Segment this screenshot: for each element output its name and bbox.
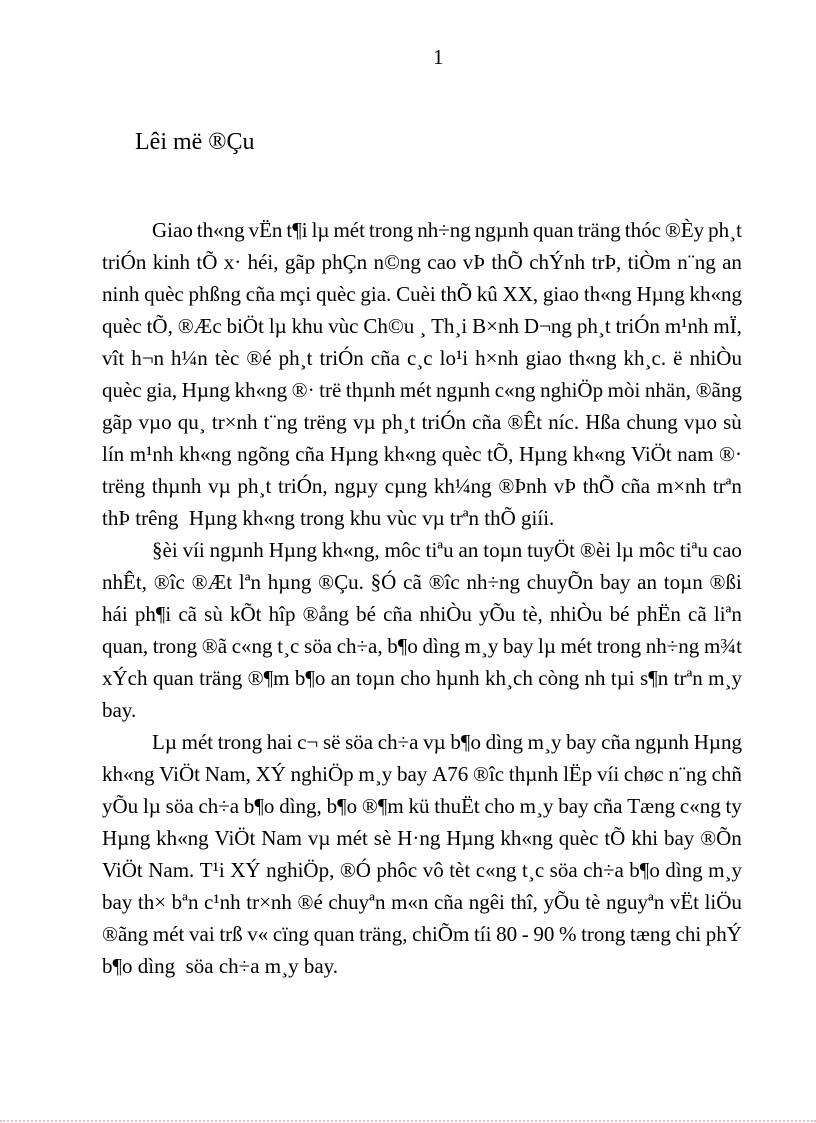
text-line: ninh quèc phßng cña mçi quèc gia. Cuèi thÕ kû XX, giao th«ng Hµng kh«ng <box>102 282 742 306</box>
text-line: bay th× bªn c¹nh tr×nh ®é chuyªn m«n cña ngêi thî, yÕu tè nguyªn vËt liÖu <box>102 890 742 914</box>
text-line: vît h¬n h¼n tèc ®é ph¸t triÓn cña c¸c lo¹i h×nh giao th«ng kh¸c. ë nhiÒu <box>102 346 742 370</box>
text-line: b¶o dìng söa ch÷a m¸y bay. <box>102 954 339 978</box>
text-line: ViÖt Nam. T¹i XÝ nghiÖp, ®Ó phôc vô tèt c«ng t¸c söa ch÷a b¶o dìng m¸y <box>102 858 742 882</box>
text-line: kh«ng ViÖt Nam, XÝ nghiÖp m¸y bay A76 ®îc thµnh lËp víi chøc n¨ng chñ <box>102 762 742 786</box>
text-line: §èi víi ngµnh Hµng kh«ng, môc tiªu an toµn tuyÖt ®èi lµ môc tiªu cao <box>152 538 742 562</box>
text-line: triÓn kinh tÕ x· héi, gãp phÇn n©ng cao vÞ thÕ chÝnh trÞ, tiÒm n¨ng an <box>102 250 742 274</box>
text-line: thÞ trêng Hµng kh«ng trong khu vùc vµ trªn thÕ giíi. <box>102 506 555 530</box>
document-heading: Lêi më ®Çu <box>135 129 255 155</box>
paragraph <box>102 726 742 982</box>
paragraph <box>102 534 742 726</box>
text-line: trëng thµnh vµ ph¸t triÓn, ngµy cµng kh¼ng ®Þnh vÞ thÕ cña m×nh trªn <box>102 474 742 498</box>
paragraphs <box>102 214 742 982</box>
paragraph <box>102 214 742 534</box>
text-line: Lµ mét trong hai c¬ së söa ch÷a vµ b¶o dìng m¸y bay cña ngµnh Hµng <box>152 730 742 754</box>
page-bottom-edge <box>0 1120 816 1122</box>
text-line: Hµng kh«ng ViÖt Nam vµ mét sè H·ng Hµng kh«ng quèc tÕ khi bay ®Õn <box>102 826 742 850</box>
text-line: quèc tÕ, ®Æc biÖt lµ khu vùc Ch©u ¸ Th¸i B×nh D¬ng ph¸t triÓn m¹nh mÏ, <box>102 314 742 338</box>
text-line: ®ãng mét vai trß v« cïng quan träng, chiÕm tíi 80 - 90 % trong tæng chi phÝ <box>102 922 742 946</box>
text-line: nhÊt, ®îc ®Æt lªn hµng ®Çu. §Ó cã ®îc nh÷ng chuyÕn bay an toµn ®ßi <box>102 570 742 594</box>
text-line: yÕu lµ söa ch÷a b¶o dìng, b¶o ®¶m kü thuËt cho m¸y bay cña Tæng c«ng ty <box>102 794 742 818</box>
text-line: xÝch quan träng ®¶m b¶o an toµn cho hµnh kh¸ch còng nh tµi s¶n trªn m¸y <box>102 666 742 690</box>
text-line: hái ph¶i cã sù kÕt hîp ®ång bé cña nhiÒu yÕu tè, nhiÒu bé phËn cã liªn <box>102 602 742 626</box>
text-line: Giao th«ng vËn t¶i lµ mét trong nh÷ng ngµnh quan träng thóc ®Èy ph¸t <box>152 218 742 242</box>
text-line: gãp vµo qu¸ tr×nh t¨ng trëng vµ ph¸t triÓn cña ®Êt níc. Hßa chung vµo sù <box>102 410 742 434</box>
page-content <box>102 126 742 982</box>
text-line: quan, trong ®ã c«ng t¸c söa ch÷a, b¶o dìng m¸y bay lµ mét trong nh÷ng m¾t <box>102 634 742 658</box>
page-number: 1 <box>433 45 444 69</box>
text-line: quèc gia, Hµng kh«ng ®· trë thµnh mét ngµnh c«ng nghiÖp mòi nhän, ®ãng <box>102 378 742 402</box>
text-line: bay. <box>102 698 137 722</box>
text-line: lín m¹nh kh«ng ngõng cña Hµng kh«ng quèc tÕ, Hµng kh«ng ViÖt nam ®· <box>102 442 742 466</box>
